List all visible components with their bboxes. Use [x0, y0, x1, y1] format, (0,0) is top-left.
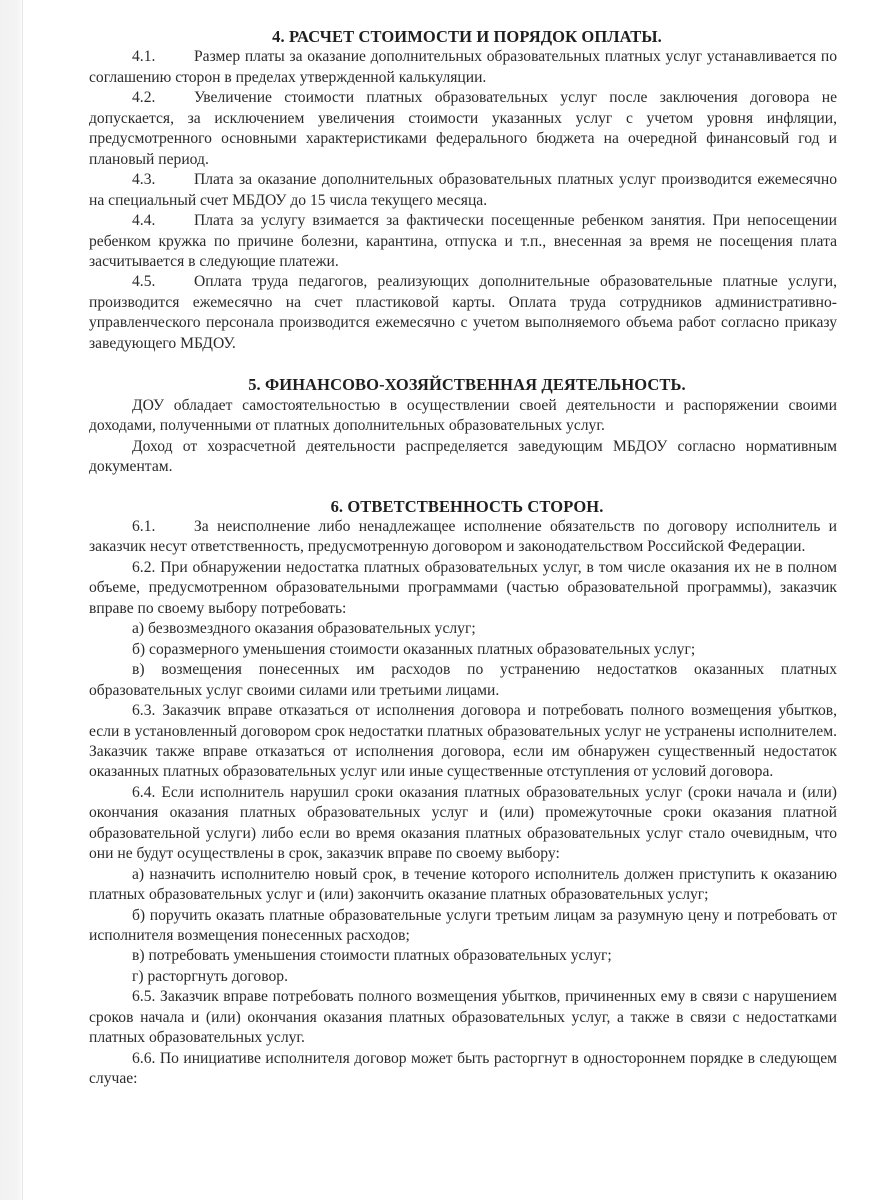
section-5-paragraph-2: Доход от хозрасчетной деятельности распределяется заведующим МБДОУ согласно нормативным документам. — [89, 437, 837, 476]
clause-4-1 — [89, 47, 837, 88]
clause-6-5: 6.5. Заказчик вправе потребовать полного возмещения убытков, причиненных ему в связи с нарушением сроков начала и (или) окончания оказания платных образовательных услуг, а также в связи с недостатками платных образовательных услуг. — [89, 988, 837, 1047]
clause-6-4: 6.4. Если исполнитель нарушил сроки оказания платных образовательных услуг (сроки начала и (или) окончания оказания платных образовательных услуг и (или) промежуточные сроки оказания платной образовательной услуги) либо если во время оказания платных образовательных услуг стало очевидным, что они не будут осуществлены в срок, заказчик вправе по своему выбору: — [89, 783, 837, 863]
clause-6-2-b: б) соразмерного уменьшения стоимости оказанных платных образовательных услуг; — [132, 640, 696, 658]
section-heading-6: 6. ОТВЕТСТВЕННОСТЬ СТОРОН. — [330, 496, 604, 516]
clause-text: Оплата труда педагогов, реализующих дополнительные образовательные платные услуги, производится ежемесячно на счет пластиковой карты. Оплата труда сотрудников административно-управленческого персонала производится ежемесячно с учетом выполняемого объема работ согласно приказу заведующего МБДОУ. — [89, 273, 837, 352]
clause-text: Размер платы за оказание дополнительных образовательных платных услуг устанавливается по соглашению сторон в пределах утвержденной калькуляции. — [89, 48, 837, 86]
clause-6-2-a: а) безвозмездного оказания образовательных услуг; — [132, 620, 476, 638]
clause-text: За неисполнение либо ненадлежащее исполнение обязательств по договору исполнитель и заказчик несут ответственность, предусмотренную договором и законодательством Российской Федерации. — [89, 517, 837, 556]
scan-edge-line — [22, 0, 23, 1200]
section-heading-4: 4. РАСЧЕТ СТОИМОСТИ И ПОРЯДОК ОПЛАТЫ. — [272, 27, 662, 46]
clause-text: Плата за услугу взимается за фактически посещенные ребенком занятия. При непосещении ребенком кружка по причине болезни, карантина, отпуска и т.п., внесенная за время не посещения плата засчитывается в следующие платежи. — [89, 212, 837, 270]
clause-6-4-g: г) расторгнуть договор. — [132, 967, 288, 985]
clause-6-6: 6.6. По инициативе исполнителя договор может быть расторгнут в одностороннем порядке в следующем случае: — [89, 1049, 837, 1088]
clause-text: Плата за оказание дополнительных образовательных платных услуг производится ежемесячно на специальный счет МБДОУ до 15 числа текущего месяца. — [89, 171, 837, 209]
clause-6-4-a: а) назначить исполнителю новый срок, в течение которого исполнитель должен приступить к оказанию платных образовательных услуг и (или) закончить оказание платных образовательных услуг; — [89, 865, 837, 904]
section-5-paragraph-1: ДОУ обладает самостоятельностью в осуществлении своей деятельности и распоряжении своими доходами, полученными от платных дополнительных образовательных услуг. — [89, 396, 837, 435]
clause-6-4-b: б) поручить оказать платные образовательные услуги третьим лицам за разумную цену и потребовать от исполнителя возмещения понесенных расходов; — [89, 906, 837, 945]
section-heading-5: 5. ФИНАНСОВО-ХОЗЯЙСТВЕННАЯ ДЕЯТЕЛЬНОСТЬ. — [248, 375, 686, 395]
section-gap — [89, 354, 837, 375]
clause-6-3: 6.3. Заказчик вправе отказаться от исполнения договора и потребовать полного возмещения убытков, если в установленный договором срок недостатки платных образовательных услуг не устранены исполнителем. Заказчик также вправе отказаться от исполнения договора, если им обнаружен существенный недостаток оказанных платных образовательных услуг или иные существенные отступления от условий договора. — [89, 702, 837, 781]
document-page — [89, 27, 837, 1090]
clause-6-2: 6.2. При обнаружении недостатка платных образовательных услуг, в том числе оказания их не в полном объеме, предусмотренном образовательными программами (частью образовательной программы), заказчик вправе по своему выбору потребовать: — [89, 558, 837, 617]
clause-number: 4.4. — [132, 212, 156, 230]
clause-number: 4.2. — [132, 89, 156, 107]
clause-number: 4.1. — [132, 48, 156, 66]
clause-number: 6.1. — [132, 517, 156, 535]
clause-number: 4.3. — [132, 171, 156, 189]
clause-6-4-v: в) потребовать уменьшения стоимости платных образовательных услуг; — [132, 947, 612, 965]
clause-6-1 — [89, 517, 837, 558]
clause-6-2-v: в) возмещения понесенных им расходов по устранению недостатков оказанных платных образовательных услуг своими силами или третьими лицами. — [89, 661, 837, 699]
clause-4-2 — [89, 88, 837, 170]
section-gap — [89, 478, 837, 497]
clause-4-4 — [89, 211, 837, 272]
clause-4-3 — [89, 170, 837, 211]
clause-number: 4.5. — [132, 273, 156, 291]
clause-4-5 — [89, 272, 837, 354]
scan-edge-shadow — [0, 0, 22, 1200]
clause-text: Увеличение стоимости платных образовательных услуг после заключения договора не допускается, за исключением увеличения стоимости указанных услуг с учетом уровня инфляции, предусмотренного основными характеристиками федерального бюджета на очередной финансовый год и плановый период. — [89, 89, 837, 168]
